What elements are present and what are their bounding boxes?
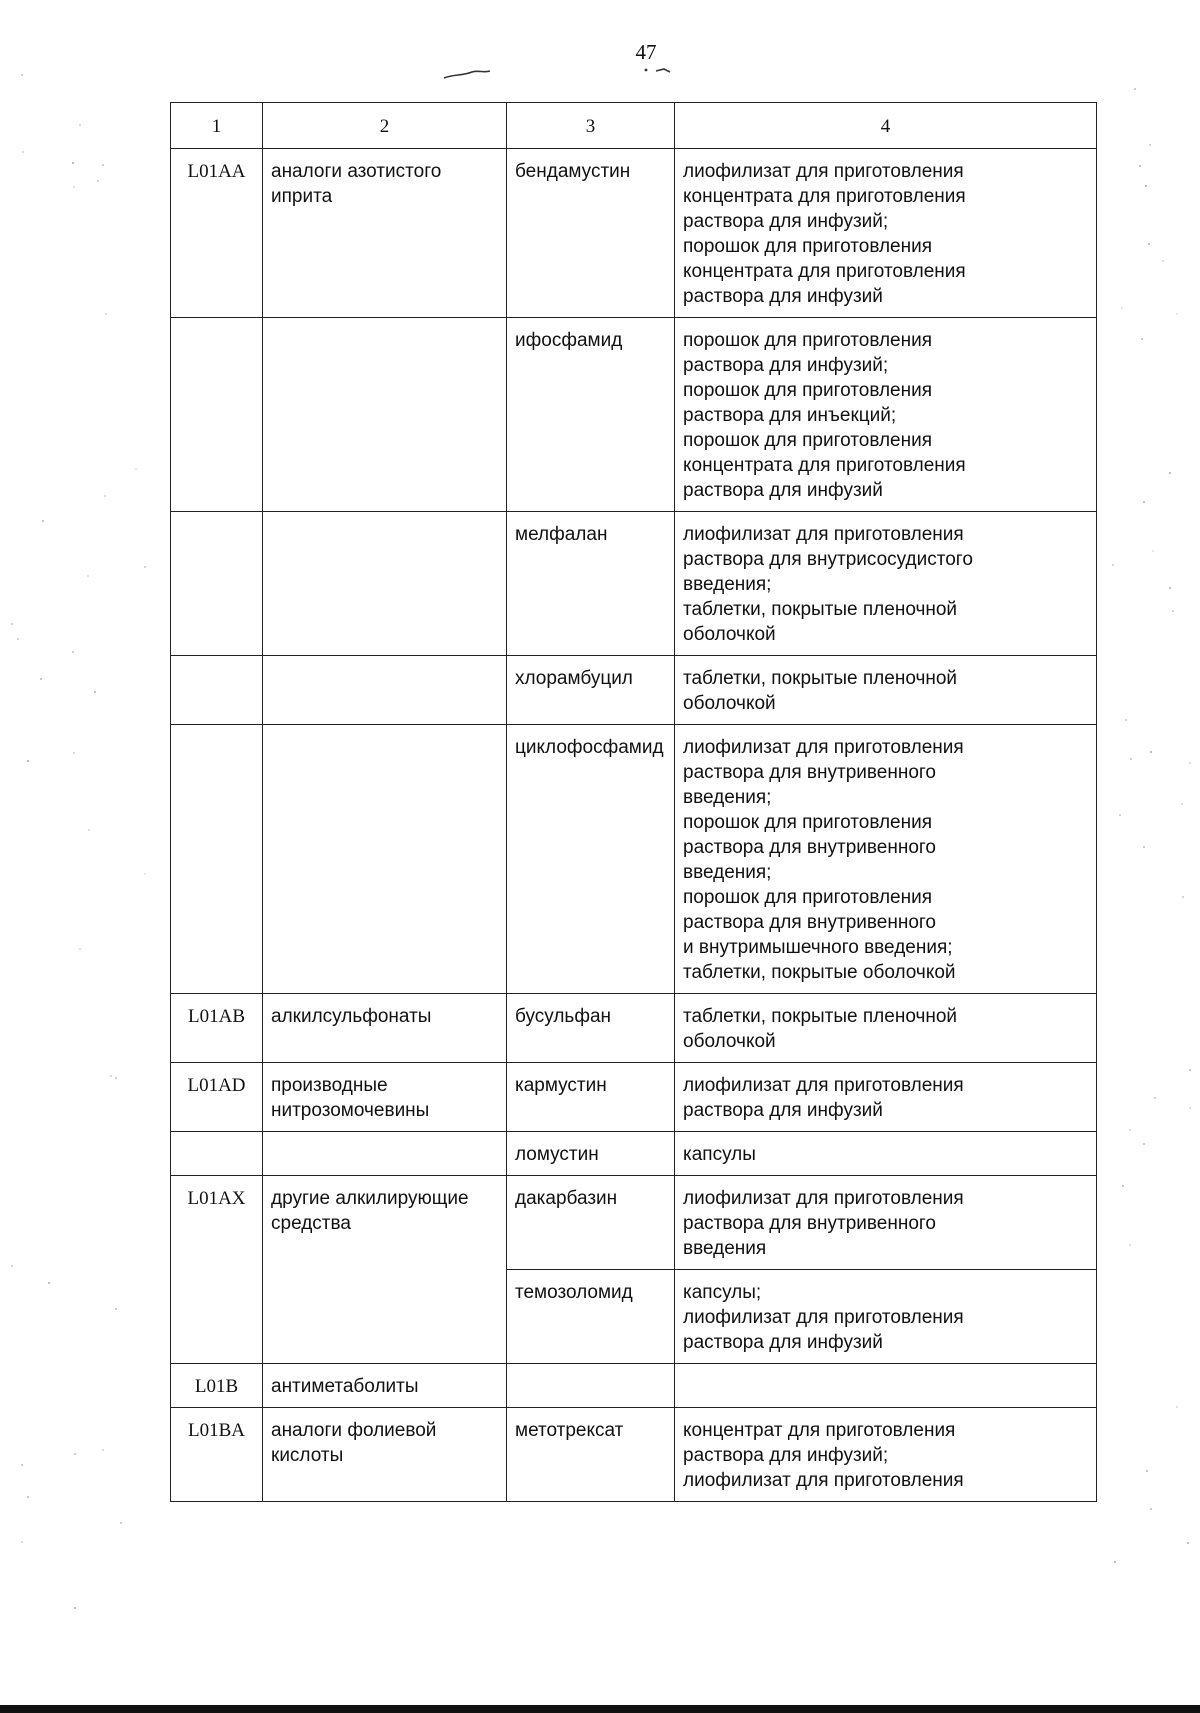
atc-code-cell: L01AA [171,149,263,318]
scan-speck [74,1453,76,1455]
dosage-form-line: лиофилизат для приготовления [683,737,964,758]
table-row [171,512,1097,656]
dosage-form-line: лиофилизат для приготовления [683,1188,964,1209]
scan-speck [79,948,81,950]
dosage-form-line: таблетки, покрытые пленочной [683,599,958,620]
column-header: 1 [171,103,263,149]
scan-speck [1150,751,1152,753]
group-name-cell [263,656,507,725]
scan-artifact [440,66,500,82]
dosage-form-line: и внутримышечного введения; [683,937,953,958]
dosage-form-line: концентрата для приготовления [683,186,966,207]
scan-speck [40,678,42,680]
dosage-forms-cell [675,1176,1097,1270]
dosage-form-line: введения; [683,862,772,883]
scan-speck [1189,762,1191,764]
dosage-forms-cell [675,318,1097,512]
dosage-forms-cell [675,656,1097,725]
scan-speck [135,468,137,470]
group-name-cell [263,512,507,656]
dosage-form-line: оболочкой [683,693,776,714]
scan-speck [42,520,44,522]
dosage-form-line: концентрата для приготовления [683,261,966,282]
dosage-form-line: раствора для инъекций; [683,405,897,426]
drug-name-cell: хлорамбуцил [507,656,675,725]
group-name-cell: антиметаболиты [263,1364,507,1408]
dosage-form-line: капсулы; [683,1282,762,1303]
drug-name-cell: дакарбазин [507,1176,675,1270]
group-name-cell: аналоги азотистого иприта [263,149,507,318]
scan-speck [1176,1406,1178,1408]
group-name-cell: алкилсульфонаты [263,994,507,1063]
dosage-form-line: лиофилизат для приготовления [683,1470,964,1491]
drug-name-cell: темозоломид [507,1270,675,1364]
dosage-forms-cell [675,512,1097,656]
dosage-form-line: раствора для внутривенного [683,837,936,858]
atc-code-cell [171,725,263,994]
scan-speck [73,752,75,754]
drug-name-cell: циклофосфамид [507,725,675,994]
dosage-form-line: лиофилизат для приготовления [683,1307,964,1328]
dosage-form-line: введения; [683,574,772,595]
scan-speck [1152,550,1154,552]
dosage-form-line: таблетки, покрытые оболочкой [683,962,956,983]
dosage-forms-cell [675,1063,1097,1132]
scan-speck [1187,1542,1189,1544]
drug-name-cell: ломустин [507,1132,675,1176]
scan-speck [88,829,90,831]
scan-speck [22,151,24,153]
scan-speck [1114,1561,1116,1563]
dosage-form-line: раствора для инфузий [683,1100,883,1121]
dosage-form-line: раствора для внутривенного [683,912,936,933]
group-name-cell [263,1270,507,1364]
dosage-form-line: раствора для инфузий; [683,355,889,376]
scan-speck [1143,1143,1145,1145]
group-name-cell: производные нитрозомочевины [263,1063,507,1132]
scan-speck [27,1496,29,1498]
scan-speck [1139,165,1141,167]
scan-speck [1141,338,1143,340]
dosage-form-line: раствора для инфузий [683,1332,883,1353]
scan-speck [144,566,146,568]
scan-edge [0,1705,1200,1713]
scan-speck [1189,1069,1191,1071]
atc-code-cell [171,1270,263,1364]
dosage-form-line: таблетки, покрытые пленочной [683,668,958,689]
atc-code-cell [171,1132,263,1176]
atc-code-cell: L01AB [171,994,263,1063]
atc-code-cell: L01AD [171,1063,263,1132]
dosage-form-line: лиофилизат для приготовления [683,524,964,545]
scan-speck [1129,1129,1131,1131]
dosage-form-line: раствора для внутривенного [683,762,936,783]
scan-speck [1189,1107,1191,1109]
dosage-form-line: раствора для внутрисосудистого [683,549,973,570]
scan-artifact [640,64,680,78]
dosage-form-line: лиофилизат для приготовления [683,1075,964,1096]
drug-name-cell [507,1364,675,1408]
scan-speck [1182,896,1184,898]
scan-speck [1154,1097,1156,1099]
dosage-form-line: порошок для приготовления [683,812,933,833]
scan-speck [1181,803,1183,805]
dosage-form-line: оболочкой [683,624,776,645]
drug-name-cell: метотрексат [507,1408,675,1502]
scan-speck [115,1077,117,1079]
scan-speck [1129,1244,1131,1246]
scan-speck [120,1522,122,1524]
scan-speck [1162,260,1164,262]
scan-speck [21,1464,23,1466]
dosage-form-line: раствора для внутривенного [683,1213,936,1234]
scan-speck [1150,1508,1152,1510]
scan-speck [105,313,107,315]
drug-name-cell: бусульфан [507,994,675,1063]
scan-speck [102,1449,104,1451]
dosage-forms-cell [675,1270,1097,1364]
dosage-form-line: концентрата для приготовления [683,455,966,476]
atc-code-cell [171,512,263,656]
dosage-form-line: лиофилизат для приготовления [683,161,964,182]
group-name-cell [263,725,507,994]
dosage-forms-cell [675,149,1097,318]
scan-speck [11,623,13,625]
table-row [171,149,1097,318]
dosage-form-line: порошок для приготовления [683,380,933,401]
scan-speck [115,1308,117,1310]
dosage-forms-cell [675,994,1097,1063]
scan-speck [1148,243,1150,245]
atc-code-cell: L01AX [171,1176,263,1270]
atc-code-cell: L01BA [171,1408,263,1502]
atc-code-cell [171,318,263,512]
dosage-form-line: раствора для инфузий [683,286,883,307]
scan-speck [1169,472,1171,474]
dosage-form-line: порошок для приготовления [683,330,933,351]
dosage-form-line: порошок для приготовления [683,887,933,908]
dosage-form-line: раствора для инфузий [683,480,883,501]
group-name-cell: аналоги фолиевой кислоты [263,1408,507,1502]
table-row [171,1132,1097,1176]
scan-speck [1122,1185,1124,1187]
scan-speck [74,1607,76,1609]
table-row [171,1176,1097,1270]
scan-speck [72,651,74,653]
dosage-form-line: порошок для приготовления [683,236,933,257]
scan-speck [1121,307,1123,309]
drug-name-cell: ифосфамид [507,318,675,512]
scan-speck [73,186,75,188]
scan-speck [1119,814,1121,816]
scan-speck [27,760,29,762]
table-row [171,318,1097,512]
dosage-form-line: концентрат для приготовления [683,1420,956,1441]
table-row [171,1063,1097,1132]
scan-speck [102,164,104,166]
scan-speck [21,74,23,76]
table-row [171,1364,1097,1408]
dosage-forms-cell [675,1408,1097,1502]
page-number: 47 [635,40,657,64]
drug-name-cell: бендамустин [507,149,675,318]
scan-speck [1125,719,1127,721]
dosage-form-line: введения [683,1238,767,1259]
scan-speck [1145,185,1147,187]
scan-speck [1149,144,1151,146]
table-body [171,149,1097,1502]
atc-code-cell [171,656,263,725]
scan-speck [72,162,74,164]
scan-speck [1143,501,1145,503]
column-header: 4 [675,103,1097,149]
dosage-form-line: введения; [683,787,772,808]
scan-speck [1134,88,1136,90]
group-name-cell [263,318,507,512]
group-name-cell [263,1132,507,1176]
dosage-form-line: оболочкой [683,1031,776,1052]
scan-speck [1176,313,1178,315]
dosage-form-line: порошок для приготовления [683,430,933,451]
scan-speck [97,180,99,182]
medication-table [170,102,1097,1502]
scan-speck [1130,758,1132,760]
scan-speck [110,1075,112,1077]
scan-speck [48,1282,50,1284]
scan-speck [17,638,19,640]
scan-speck [144,873,146,875]
scan-speck [1172,610,1174,612]
dosage-form-line: раствора для инфузий; [683,1445,889,1466]
scan-speck [1146,1470,1148,1472]
table-row [171,725,1097,994]
table-row [171,1408,1097,1502]
scan-speck [104,495,106,497]
scan-speck [21,1541,23,1543]
dosage-form-line: раствора для инфузий; [683,211,889,232]
column-header: 3 [507,103,675,149]
scan-speck [87,575,89,577]
header-row [171,103,1097,149]
dosage-form-line: таблетки, покрытые пленочной [683,1006,958,1027]
dosage-forms-cell [675,1364,1097,1408]
table-row [171,994,1097,1063]
scan-speck [94,691,96,693]
atc-code-cell: L01B [171,1364,263,1408]
table-row [171,656,1097,725]
scan-speck [1143,846,1145,848]
dosage-form-line: капсулы [683,1144,756,1165]
scan-speck [11,1265,13,1267]
drug-name-cell: кармустин [507,1063,675,1132]
column-header: 2 [263,103,507,149]
scan-speck [1112,564,1114,566]
group-name-cell: другие алкилирующие средства [263,1176,507,1270]
dosage-forms-cell [675,725,1097,994]
table-row [171,1270,1097,1364]
drug-name-cell: мелфалан [507,512,675,656]
scan-speck [79,124,81,126]
dosage-forms-cell [675,1132,1097,1176]
scan-speck [1169,587,1171,589]
